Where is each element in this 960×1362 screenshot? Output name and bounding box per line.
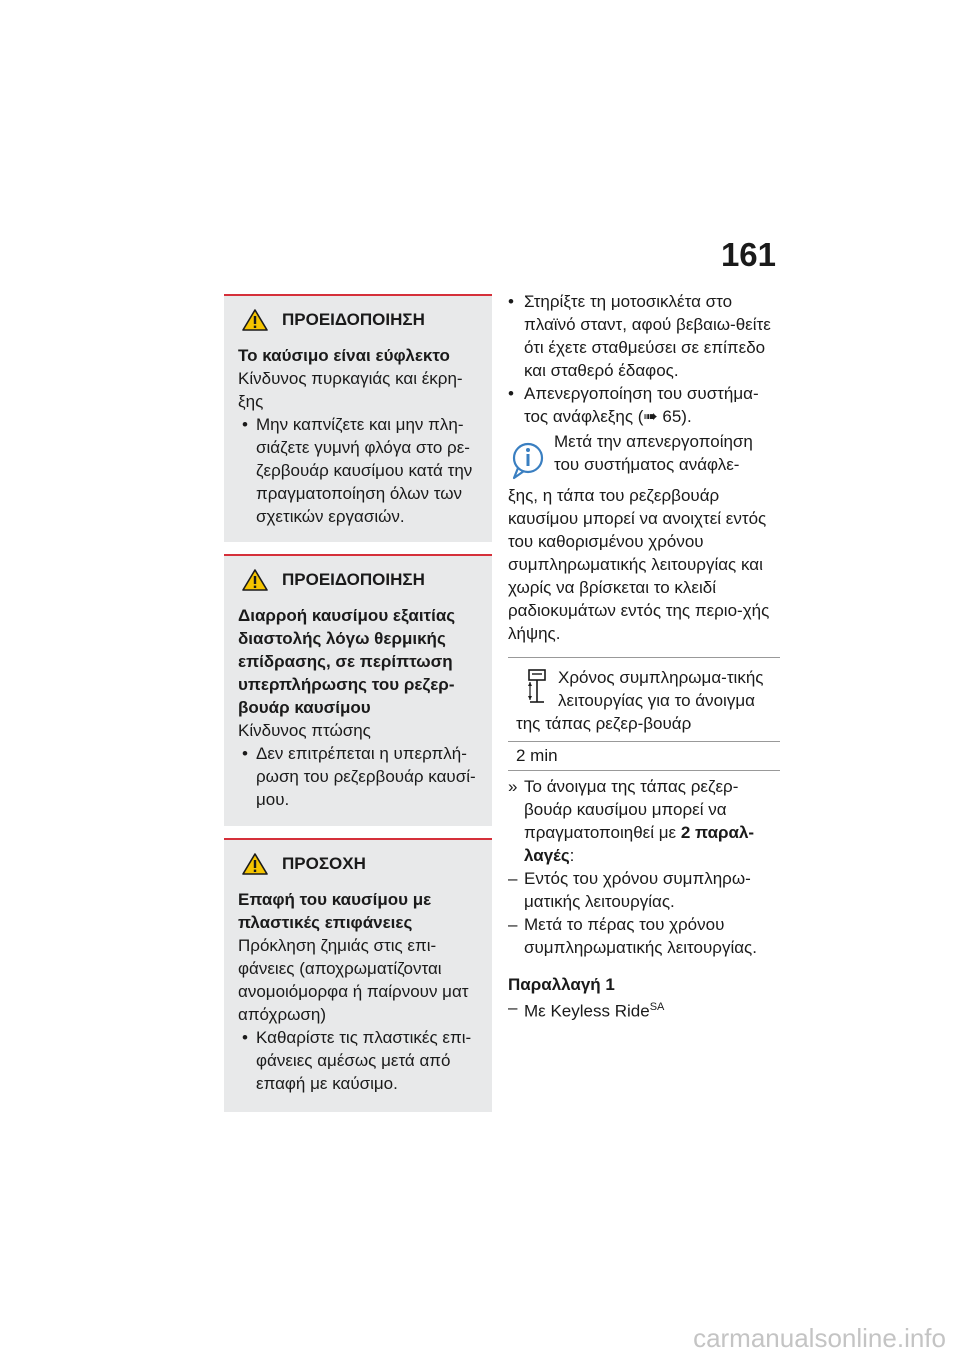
warning-title: Διαρροή καυσίμου εξαιτίας διαστολής λόγω θερμικής επίδρασης, σε περίπτωση υπερπλήρωσης του ρεζερ-βουάρ καυσίμου [238,606,456,717]
info-text-rest: ξης, η τάπα του ρεζερβουάρ καυσίμου μπορεί να ανοιχτεί εντός του καθορισμένου χρόνου συμπληρωματικής λειτουργίας και χωρίς να βρίσκεται το κλειδί ραδιοκυμάτων εντός της περιο-χής λήψης. [508,486,770,643]
variant-title: Παραλλαγή 1 [508,975,615,994]
warning-subtitle: Κίνδυνος πυρκαγιάς και έκρη-ξης [238,369,463,411]
watermark: carmanualsonline.info [693,1323,946,1353]
warning-bullet: • Δεν επιτρέπεται η υπερπλή-ρωση του ρεζερβουάρ καυσί-μου. [238,742,478,811]
info-text-first: Μετά την απενεργοποίηση του συστήματος ανάφλε- [554,432,753,474]
time-spec-label: Χρόνος συμπληρωμα-τικής λειτουργίας για το άνοιγμα της τάπας ρεζερ-βουάρ [516,668,764,733]
warning-triangle-icon [242,568,268,592]
option-item: – Εντός του χρόνου συμπληρω-ματικής λειτουργίας. [508,869,751,911]
procedure-step: » Το άνοιγμα της τάπας ρεζερ-βουάρ καυσίμου μπορεί να πραγματοποιηθεί με 2 παραλ-λαγές: [508,777,755,865]
page-number: 161 [720,236,776,273]
time-spec-box [508,657,780,771]
warning-triangle-icon [242,852,268,876]
list-item: • Στηρίξτε τη μοτοσικλέτα στο πλαϊνό σταντ, αφού βεβαιω-θείτε ότι έχετε σταθμεύσει σε επίπεδο και σταθερό έδαφος. [508,290,780,382]
info-note [508,430,780,645]
caution-bullet: • Καθαρίστε τις πλαστικές επι-φάνειες αμέσως μετά από επαφή με καύσιμο. [238,1026,478,1095]
caution-title: Επαφή του καυσίμου με πλαστικές επιφάνειες [238,890,432,932]
list-item: • Απενεργοποίηση του συστήμα-τος ανάφλεξης (➠ 65). [508,382,780,428]
technical-data-icon [526,668,548,708]
caution-box-plastic-surfaces [224,838,492,1112]
caution-heading: ΠΡΟΣΟΧΗ [238,852,478,876]
warning-box-fuel-flammable [224,294,492,542]
warning-triangle-icon [242,308,268,332]
variant-item: – Με Keyless Ride$^{SA}$ [508,998,665,1021]
caution-subtitle: Πρόκληση ζημιάς στις επι-φάνειες (αποχρωματίζονται ανομοιόμορφα ή παίρνουν ματ απόχρωση) [238,936,469,1024]
warning-subtitle: Κίνδυνος πτώσης [238,721,371,740]
time-spec-label-row [508,658,780,741]
right-column [508,290,780,1023]
warning-box-fuel-leak [224,554,492,826]
warning-heading: ΠΡΟΕΙΔΟΠΟΙΗΣΗ [238,568,478,592]
step-marker: » [508,777,518,796]
option-item: – Μετά το πέρας του χρόνου συμπληρωματικής λειτουργίας. [508,915,757,957]
time-spec-value: 2 min [508,741,780,771]
info-icon [510,436,544,484]
warning-title: Το καύσιμο είναι εύφλεκτο [238,346,450,365]
warning-heading: ΠΡΟΕΙΔΟΠΟΙΗΣΗ [238,308,478,332]
left-column [224,294,492,1124]
warning-bullet: • Μην καπνίζετε και μην πλη-σιάζετε γυμνή φλόγα στο ρε-ζερβουάρ καυσίμου κατά την πραγματοποίηση όλων των σχετικών εργασιών. [238,413,478,528]
